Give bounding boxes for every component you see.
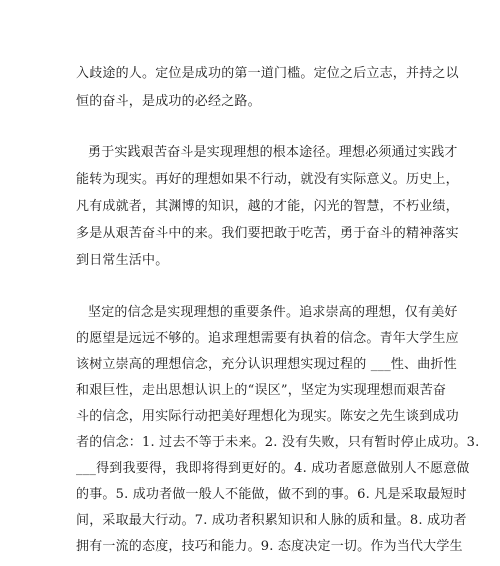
paragraph-3-line-8: 的事。5. 成功者做一般人不能做，做不到的事。6. 凡是采取最短时	[76, 487, 467, 502]
paragraph-3-line-7: ___得到我要得，我即将得到更好的。4. 成功者愿意做别人不愿意做	[76, 461, 470, 476]
paragraph-3-line-9: 间，采取最大行动。7. 成功者积累知识和人脉的质和量。8. 成功者	[76, 513, 467, 528]
paragraph-1-line-2: 恒的奋斗，是成功的必经之路。	[76, 94, 261, 109]
paragraph-2-line-2: 能转为现实。再好的理想如果不行动，就没有实际意义。历史上，	[76, 172, 459, 187]
paragraph-3-line-3: 该树立崇高的理想信念，充分认识理想实现过程的 ___性、曲折性	[76, 357, 457, 372]
paragraph-2-line-4: 多是从艰苦奋斗中的来。我们要把敢于吃苦，勇于奋斗的精神落实	[76, 226, 459, 241]
paragraph-3-line-10: 拥有一流的态度，技巧和能力。9. 态度决定一切。作为当代大学生	[76, 539, 463, 554]
paragraph-2-line-5: 到日常生活中。	[76, 253, 169, 268]
paragraph-2-line-1: 勇于实践艰苦奋斗是实现理想的根本途径。理想必须通过实践才	[88, 145, 458, 160]
paragraph-3-line-4: 和艰巨性，走出思想认识上的“误区”，坚定为实现理想而艰苦奋	[76, 383, 447, 398]
paragraph-3-line-6: 者的信念：1. 过去不等于未来。2. 没有失败，只有暂时停止成功。3.	[76, 435, 480, 450]
paragraph-3-line-1: 坚定的信念是实现理想的重要条件。追求崇高的理想，仅有美好	[88, 305, 458, 320]
paragraph-3-line-2: 的愿望是远远不够的。追求理想需要有执着的信念。青年大学生应	[76, 331, 459, 346]
paragraph-1-line-1: 入歧途的人。定位是成功的第一道门槛。定位之后立志，并持之以	[76, 66, 459, 81]
paragraph-2-line-3: 凡有成就者，其渊博的知识，越的才能，闪光的智慧，不朽业绩，	[76, 199, 459, 214]
paragraph-3-line-5: 斗的信念，用实际行动把美好理想化为现实。陈安之先生谈到成功	[76, 409, 459, 424]
